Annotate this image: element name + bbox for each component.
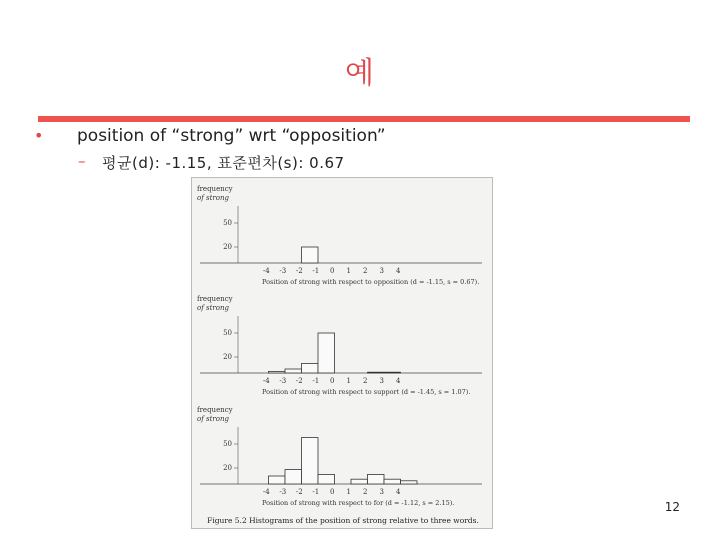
panel-3-bar: [368, 474, 385, 484]
panel-1-bar: [302, 247, 319, 263]
panel-2-xtick-label: 4: [396, 377, 401, 385]
panel-2-xtick-label: -1: [312, 377, 320, 385]
figure-caption: Figure 5.2 Histograms of the position of strong relative to three words.: [207, 516, 479, 525]
panel-1-xtick-label: 0: [330, 267, 335, 275]
panel-1-xtick-label: 1: [346, 267, 351, 275]
panel-2-bar: [302, 363, 319, 373]
panel-2-xtick-label: 1: [346, 377, 351, 385]
sub-bullet-marker: –: [78, 152, 86, 170]
panel-1-xtick-label: -3: [279, 267, 287, 275]
panel-2-bar: [318, 333, 335, 373]
panel-1-xtick-label: 3: [379, 267, 384, 275]
panel-1-ylabel-line2: of strong: [197, 194, 229, 202]
panel-3-xtick-label: -4: [262, 488, 270, 496]
panel-1-xtick-label: 2: [363, 267, 368, 275]
panel-2-bar: [384, 372, 401, 373]
page-number: 12: [664, 500, 680, 514]
panel-2-ytick-label: 20: [223, 353, 232, 361]
panel-3-xtick-label: 2: [363, 488, 368, 496]
panel-2-bar: [269, 371, 286, 373]
title-divider: [38, 116, 690, 122]
panel-1-ytick-label: 20: [223, 243, 232, 251]
panel-2-ylabel-line2: of strong: [197, 304, 229, 312]
panel-3-bar: [351, 479, 368, 484]
histogram-svg: [192, 178, 494, 530]
panel-3-bar: [384, 479, 401, 484]
panel-3-bar: [285, 470, 302, 484]
panel-3-xtick-label: 3: [379, 488, 384, 496]
panel-2-xtick-label: 2: [363, 377, 368, 385]
panel-3-bar: [318, 474, 335, 484]
panel-1-ylabel-line1: frequency: [197, 185, 233, 193]
panel-3-xtick-label: -2: [295, 488, 303, 496]
panel-3-bar: [401, 481, 418, 484]
panel-3-ytick-label: 20: [223, 464, 232, 472]
panel-3-xtick-label: 0: [330, 488, 335, 496]
panel-3-xtick-label: -1: [312, 488, 320, 496]
panel-1-xtick-label: -2: [295, 267, 303, 275]
panel-2-ytick-label: 50: [223, 329, 232, 337]
panel-3-xtick-label: -3: [279, 488, 287, 496]
panel-3-bar: [269, 476, 286, 484]
panel-1-xlabel: Position of strong with respect to opposition (d = -1.15, s = 0.67).: [262, 278, 480, 286]
sub-bullet-text: 평균(d): -1.15, 표준편차(s): 0.67: [102, 154, 345, 172]
panel-2-xtick-label: -4: [262, 377, 270, 385]
slide-title: 예: [345, 56, 375, 91]
bullet-text: position of “strong” wrt “opposition”: [77, 126, 386, 146]
bullet-marker: •: [34, 126, 44, 145]
panel-2-bar: [285, 369, 302, 373]
panel-1-xtick-label: -1: [312, 267, 320, 275]
panel-2-xtick-label: -2: [295, 377, 303, 385]
panel-2-bar: [368, 372, 385, 373]
panel-2-ylabel-line1: frequency: [197, 295, 233, 303]
panel-3-bar: [302, 438, 319, 484]
panel-3-ylabel-line1: frequency: [197, 406, 233, 414]
panel-1-xtick-label: 4: [396, 267, 401, 275]
panel-2-xtick-label: 0: [330, 377, 335, 385]
panel-2-xtick-label: -3: [279, 377, 287, 385]
panel-2-xlabel: Position of strong with respect to support (d = -1.45, s = 1.07).: [262, 388, 471, 396]
panel-3-xlabel: Position of strong with respect to for (d = -1.12, s = 2.15).: [262, 499, 455, 507]
panel-3-xtick-label: 4: [396, 488, 401, 496]
panel-1-ytick-label: 50: [223, 219, 232, 227]
panel-3-xtick-label: 1: [346, 488, 351, 496]
panel-3-ylabel-line2: of strong: [197, 415, 229, 423]
histogram-figure: [191, 177, 493, 529]
panel-3-ytick-label: 50: [223, 440, 232, 448]
panel-1-xtick-label: -4: [262, 267, 270, 275]
panel-2-xtick-label: 3: [379, 377, 384, 385]
